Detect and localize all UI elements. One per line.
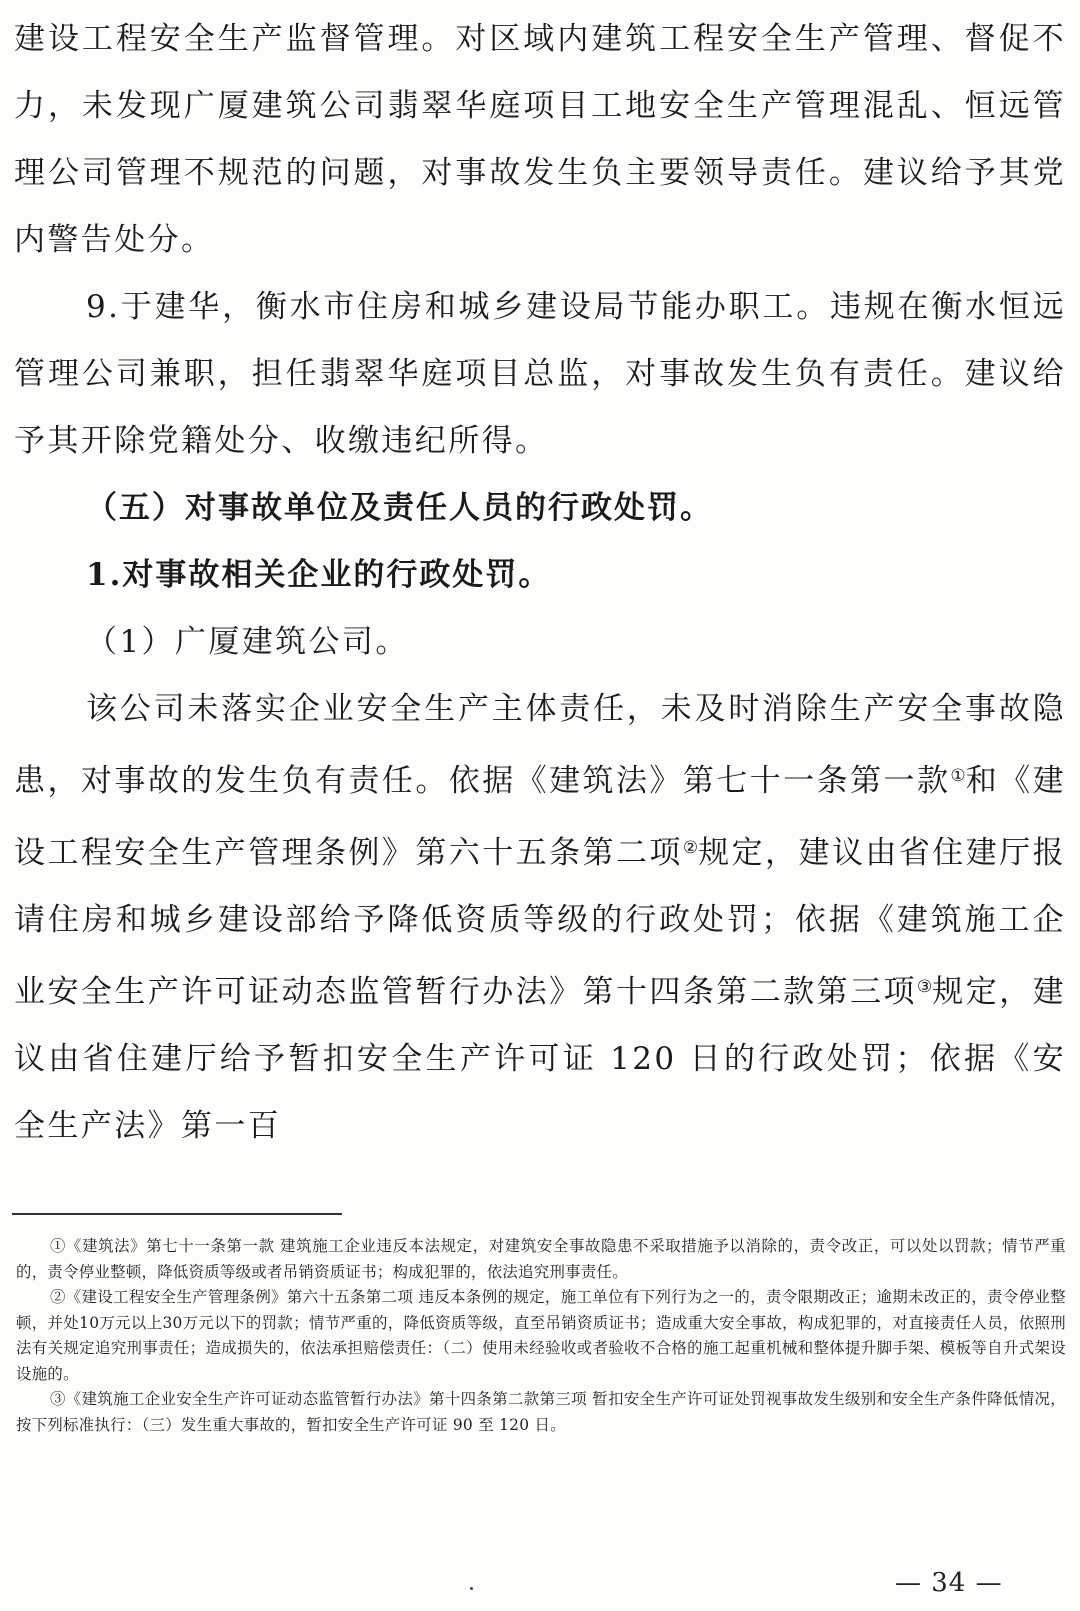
paragraph: 9.于建华，衡水市住房和城乡建设局节能办职工。违规在衡水恒远管理公司兼职，担任翡翠华庭项目总监，对事故发生负有责任。建议给予其开除党籍处分、收缴违纪所得。 [14, 289, 1066, 459]
paragraph-text: 规定，建议由省住建厅给予暂扣安全生产许可证 120 日的行政处罚；依据《安全生产法》第一百 [14, 974, 1066, 1144]
footnote: ①《建筑法》第七十一条第一款 建筑施工企业违反本法规定，对建筑安全事故隐患不采取措施予以消除的，责令改正，可以处以罚款；情节严重的，责令停业整顿，降低资质等级或者吊销资质证书；构成犯罪的，依法追究刑事责任。 [16, 1237, 1066, 1281]
footnotes [16, 1234, 1066, 1438]
footnote-ref: ② [682, 838, 699, 858]
paragraph-text: 和《建设工程安全生产管理条例》第六十五条第二项 [14, 763, 1067, 871]
page-number: — 34 — [895, 1568, 1003, 1598]
section-heading: （五）对事故单位及责任人员的行政处罚。 [86, 490, 713, 526]
paragraph-text: 该公司未落实企业安全生产主体责任，未及时消除生产安全事故隐患，对事故的发生负有责任。依据《建筑法》第七十一条第一款 [14, 691, 1066, 799]
footnote-ref: ③ [916, 977, 933, 997]
paragraph-text: 规定，建议由省住建厅报请住房和城乡建设部给予降低资质等级的行政处罚；依据《建筑施工企业安全生产许可证动态监管暂行办法》第十四条第二款第三项 [14, 835, 1067, 1010]
paragraph: 建设工程安全生产监督管理。对区域内建筑工程安全生产管理、督促不力，未发现广厦建筑公司翡翠华庭项目工地安全生产管理混乱、恒远管理公司管理不规范的问题，对事故发生负主要领导责任。建议给予其党内警告处分。 [14, 21, 1066, 258]
footnote: ②《建设工程安全生产管理条例》第六十五条第二项 违反本条例的规定，施工单位有下列行为之一的，责令限期改正；逾期未改正的，责令停业整顿，并处10万元以上30万元以下的罚款；情节严重的，降低资质等级，直至吊销资质证书；造成重大安全事故，构成犯罪的，对直接责任人员，依照刑法有关规定追究刑事责任；造成损失的，依法承担赔偿责任：（二）使用未经验收或者验收不合格的施工起重机械和整体提升脚手架、模板等自升式架设设施的。 [16, 1288, 1066, 1383]
footnote: ③《建筑施工企业安全生产许可证动态监管暂行办法》第十四条第二款第三项 暂扣安全生产许可证处罚视事故发生级别和安全生产条件降低情况，按下列标准执行：（三）发生重大事故的，暂扣安全生产许可证 90 至 120 日。 [16, 1390, 1066, 1434]
footnote-ref: ① [950, 766, 966, 786]
subsection-heading: 1.对事故相关企业的行政处罚。 [86, 557, 552, 593]
footnote-separator [12, 1213, 342, 1215]
scan-speck [470, 1587, 473, 1590]
body-text [14, 6, 1066, 1160]
paragraph [14, 676, 1066, 1160]
item-heading: （1）广厦建筑公司。 [86, 624, 409, 660]
